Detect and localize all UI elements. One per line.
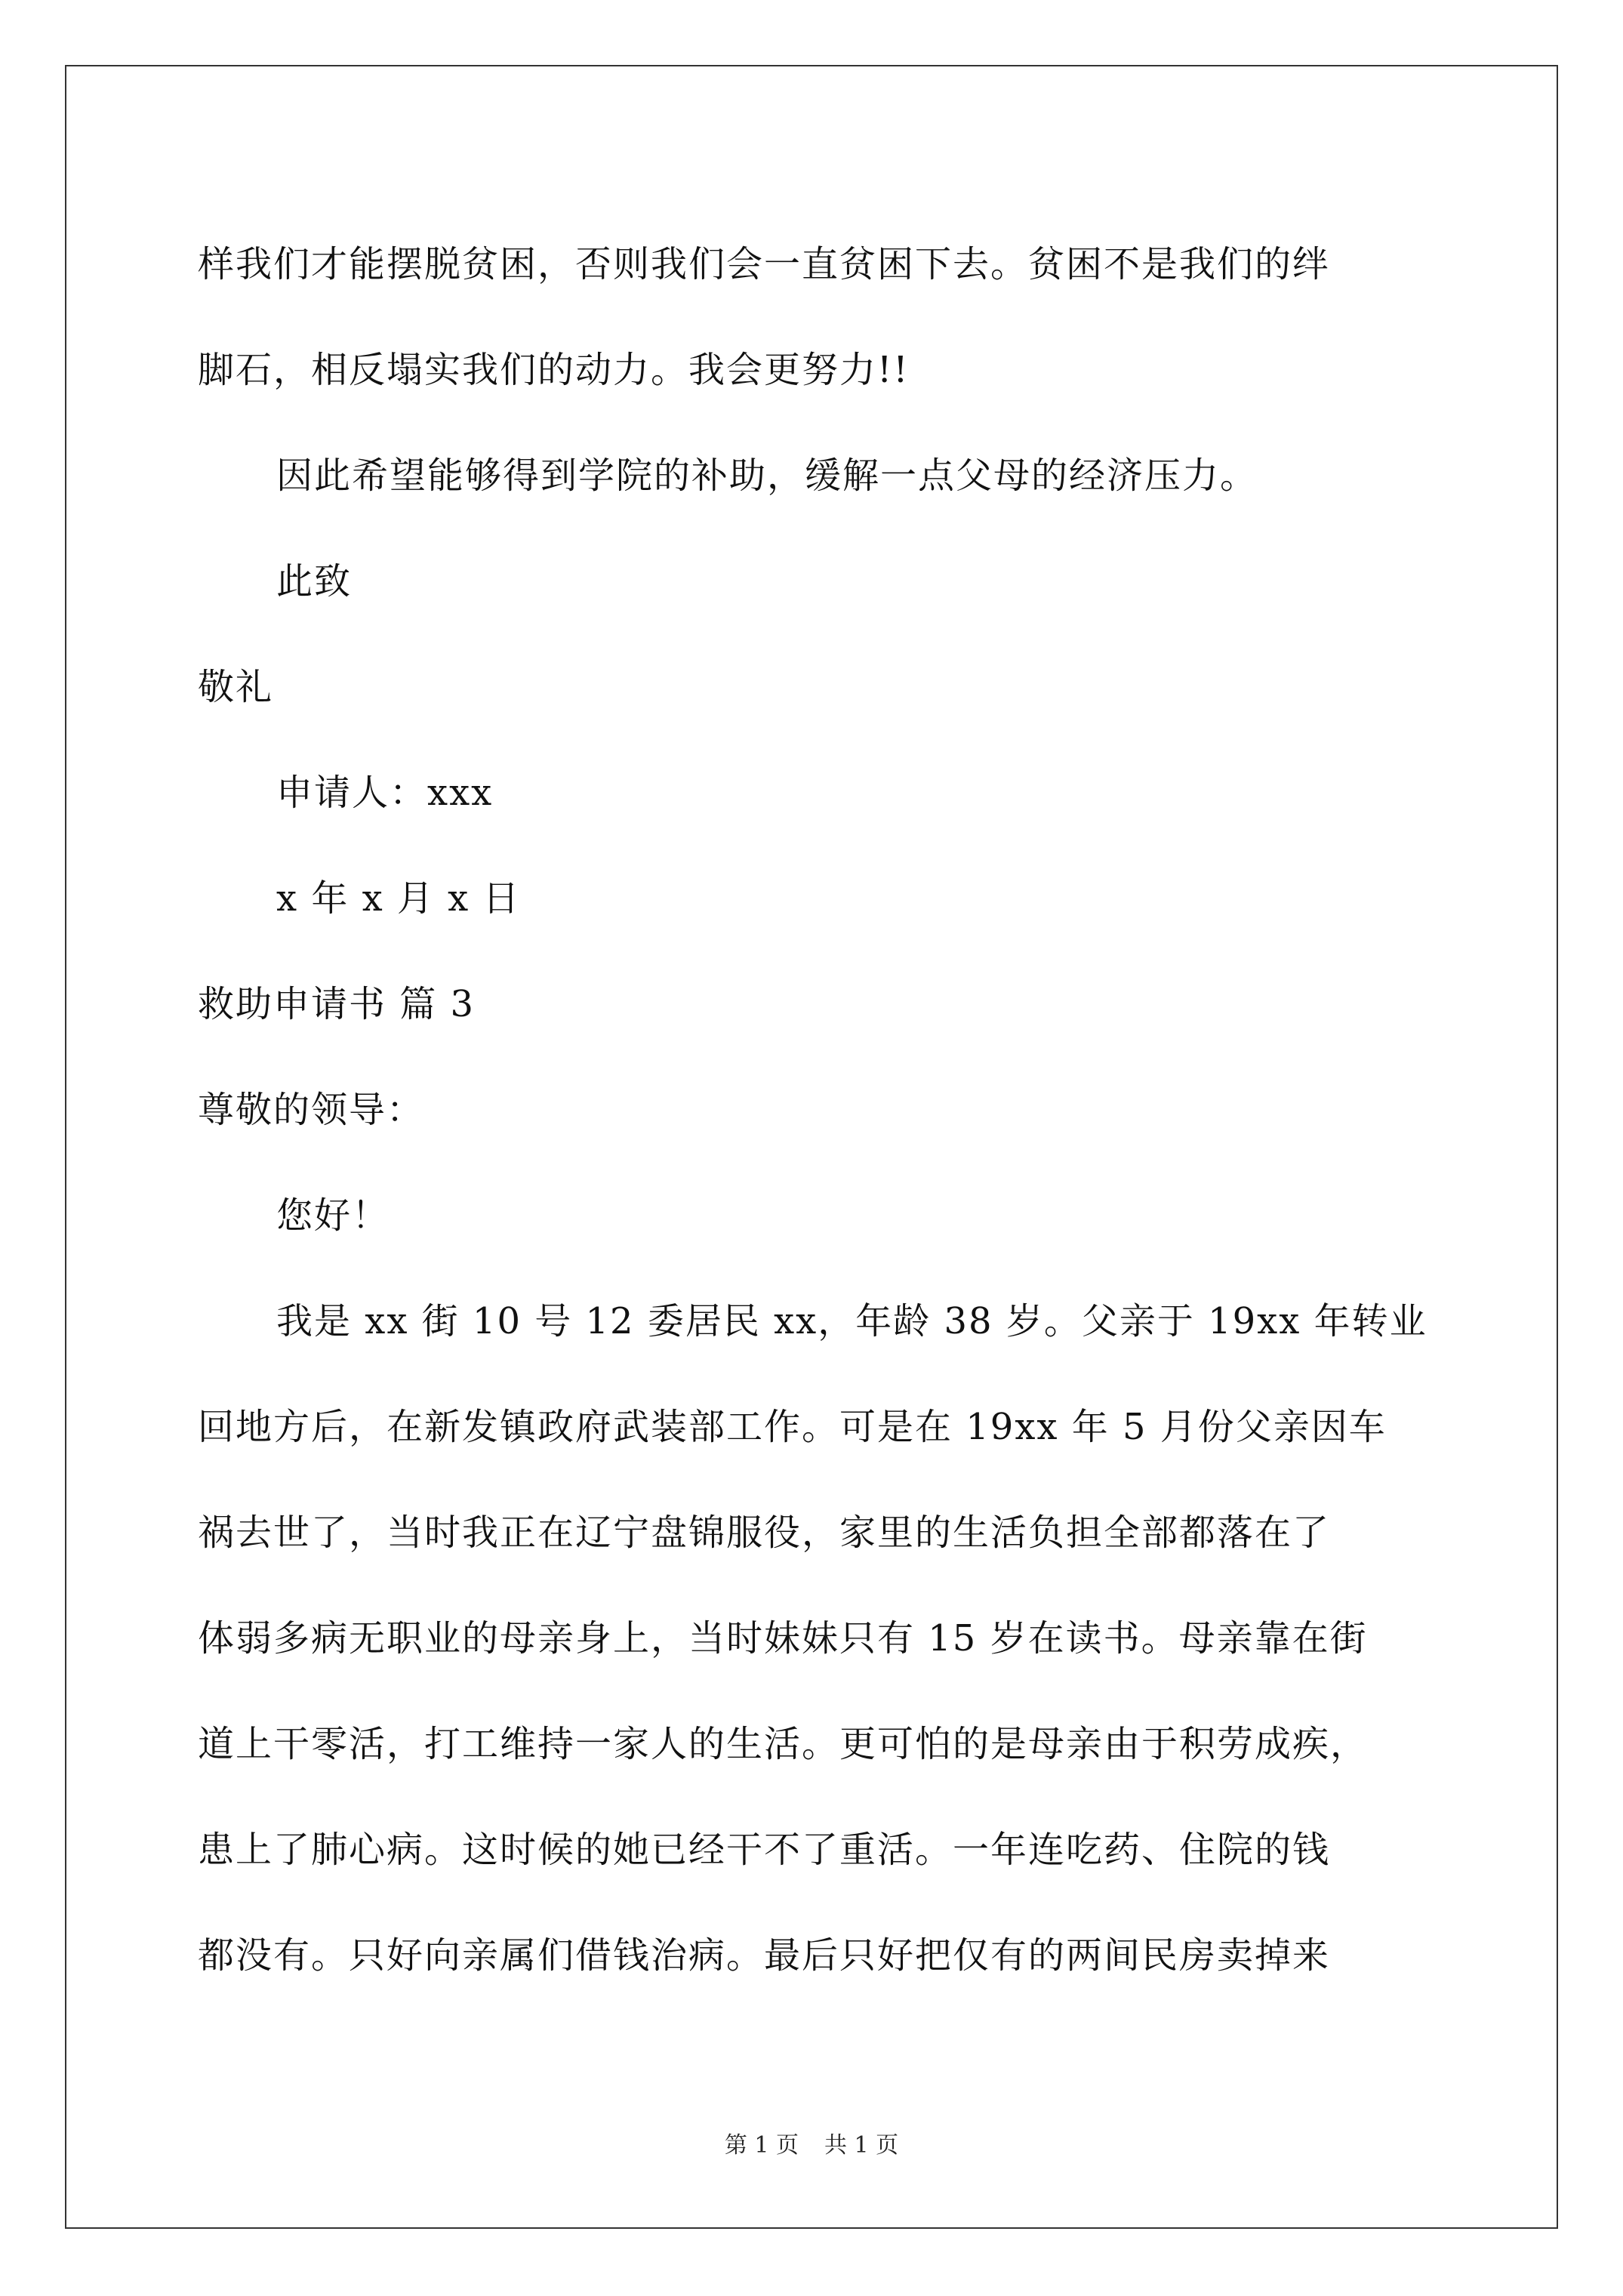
paragraph-line: 患上了肺心病。这时候的她已经干不了重活。一年连吃药、住院的钱 <box>198 1829 1331 1871</box>
page-number: 第 1 页 <box>724 2132 799 2159</box>
paragraph-line: 我是 xx 街 10 号 12 委居民 xx，年龄 38 岁。父亲于 19xx 年转业 <box>276 1300 1427 1342</box>
paragraph-line: 体弱多病无职业的母亲身上，当时妹妹只有 15 岁在读书。母亲靠在街 <box>198 1617 1368 1660</box>
letter-hello: 您好！ <box>276 1194 390 1237</box>
paragraph-line: 因此希望能够得到学院的补助，缓解一点父母的经济压力。 <box>276 455 1258 497</box>
paragraph-line: 样我们才能摆脱贫困，否则我们会一直贫困下去。贫困不是我们的绊 <box>198 243 1331 285</box>
section-heading: 救助申请书 篇 3 <box>198 983 476 1025</box>
document-body <box>198 211 1481 2008</box>
paragraph-line: 祸去世了，当时我正在辽宁盘锦服役，家里的生活负担全部都落在了 <box>198 1512 1331 1554</box>
paragraph-line: 都没有。只好向亲属们借钱治病。最后只好把仅有的两间民房卖掉来 <box>198 1934 1331 1977</box>
page-total: 共 1 页 <box>824 2132 899 2159</box>
page-footer <box>0 2131 1623 2161</box>
applicant-signature: 申请人：xxx <box>276 772 494 814</box>
signature-date: x 年 x 月 x 日 <box>276 877 521 920</box>
closing-salutation: 此致 <box>276 560 353 603</box>
letter-greeting: 尊敬的领导： <box>198 1089 425 1131</box>
closing-regards: 敬礼 <box>198 666 274 708</box>
paragraph-line: 道上干零活，打工维持一家人的生活。更可怕的是母亲由于积劳成疾， <box>198 1723 1369 1765</box>
paragraph-line: 回地方后，在新发镇政府武装部工作。可是在 19xx 年 5 月份父亲因车 <box>198 1406 1387 1448</box>
paragraph-line: 脚石，相反塌实我们的动力。我会更努力!! <box>198 349 910 391</box>
